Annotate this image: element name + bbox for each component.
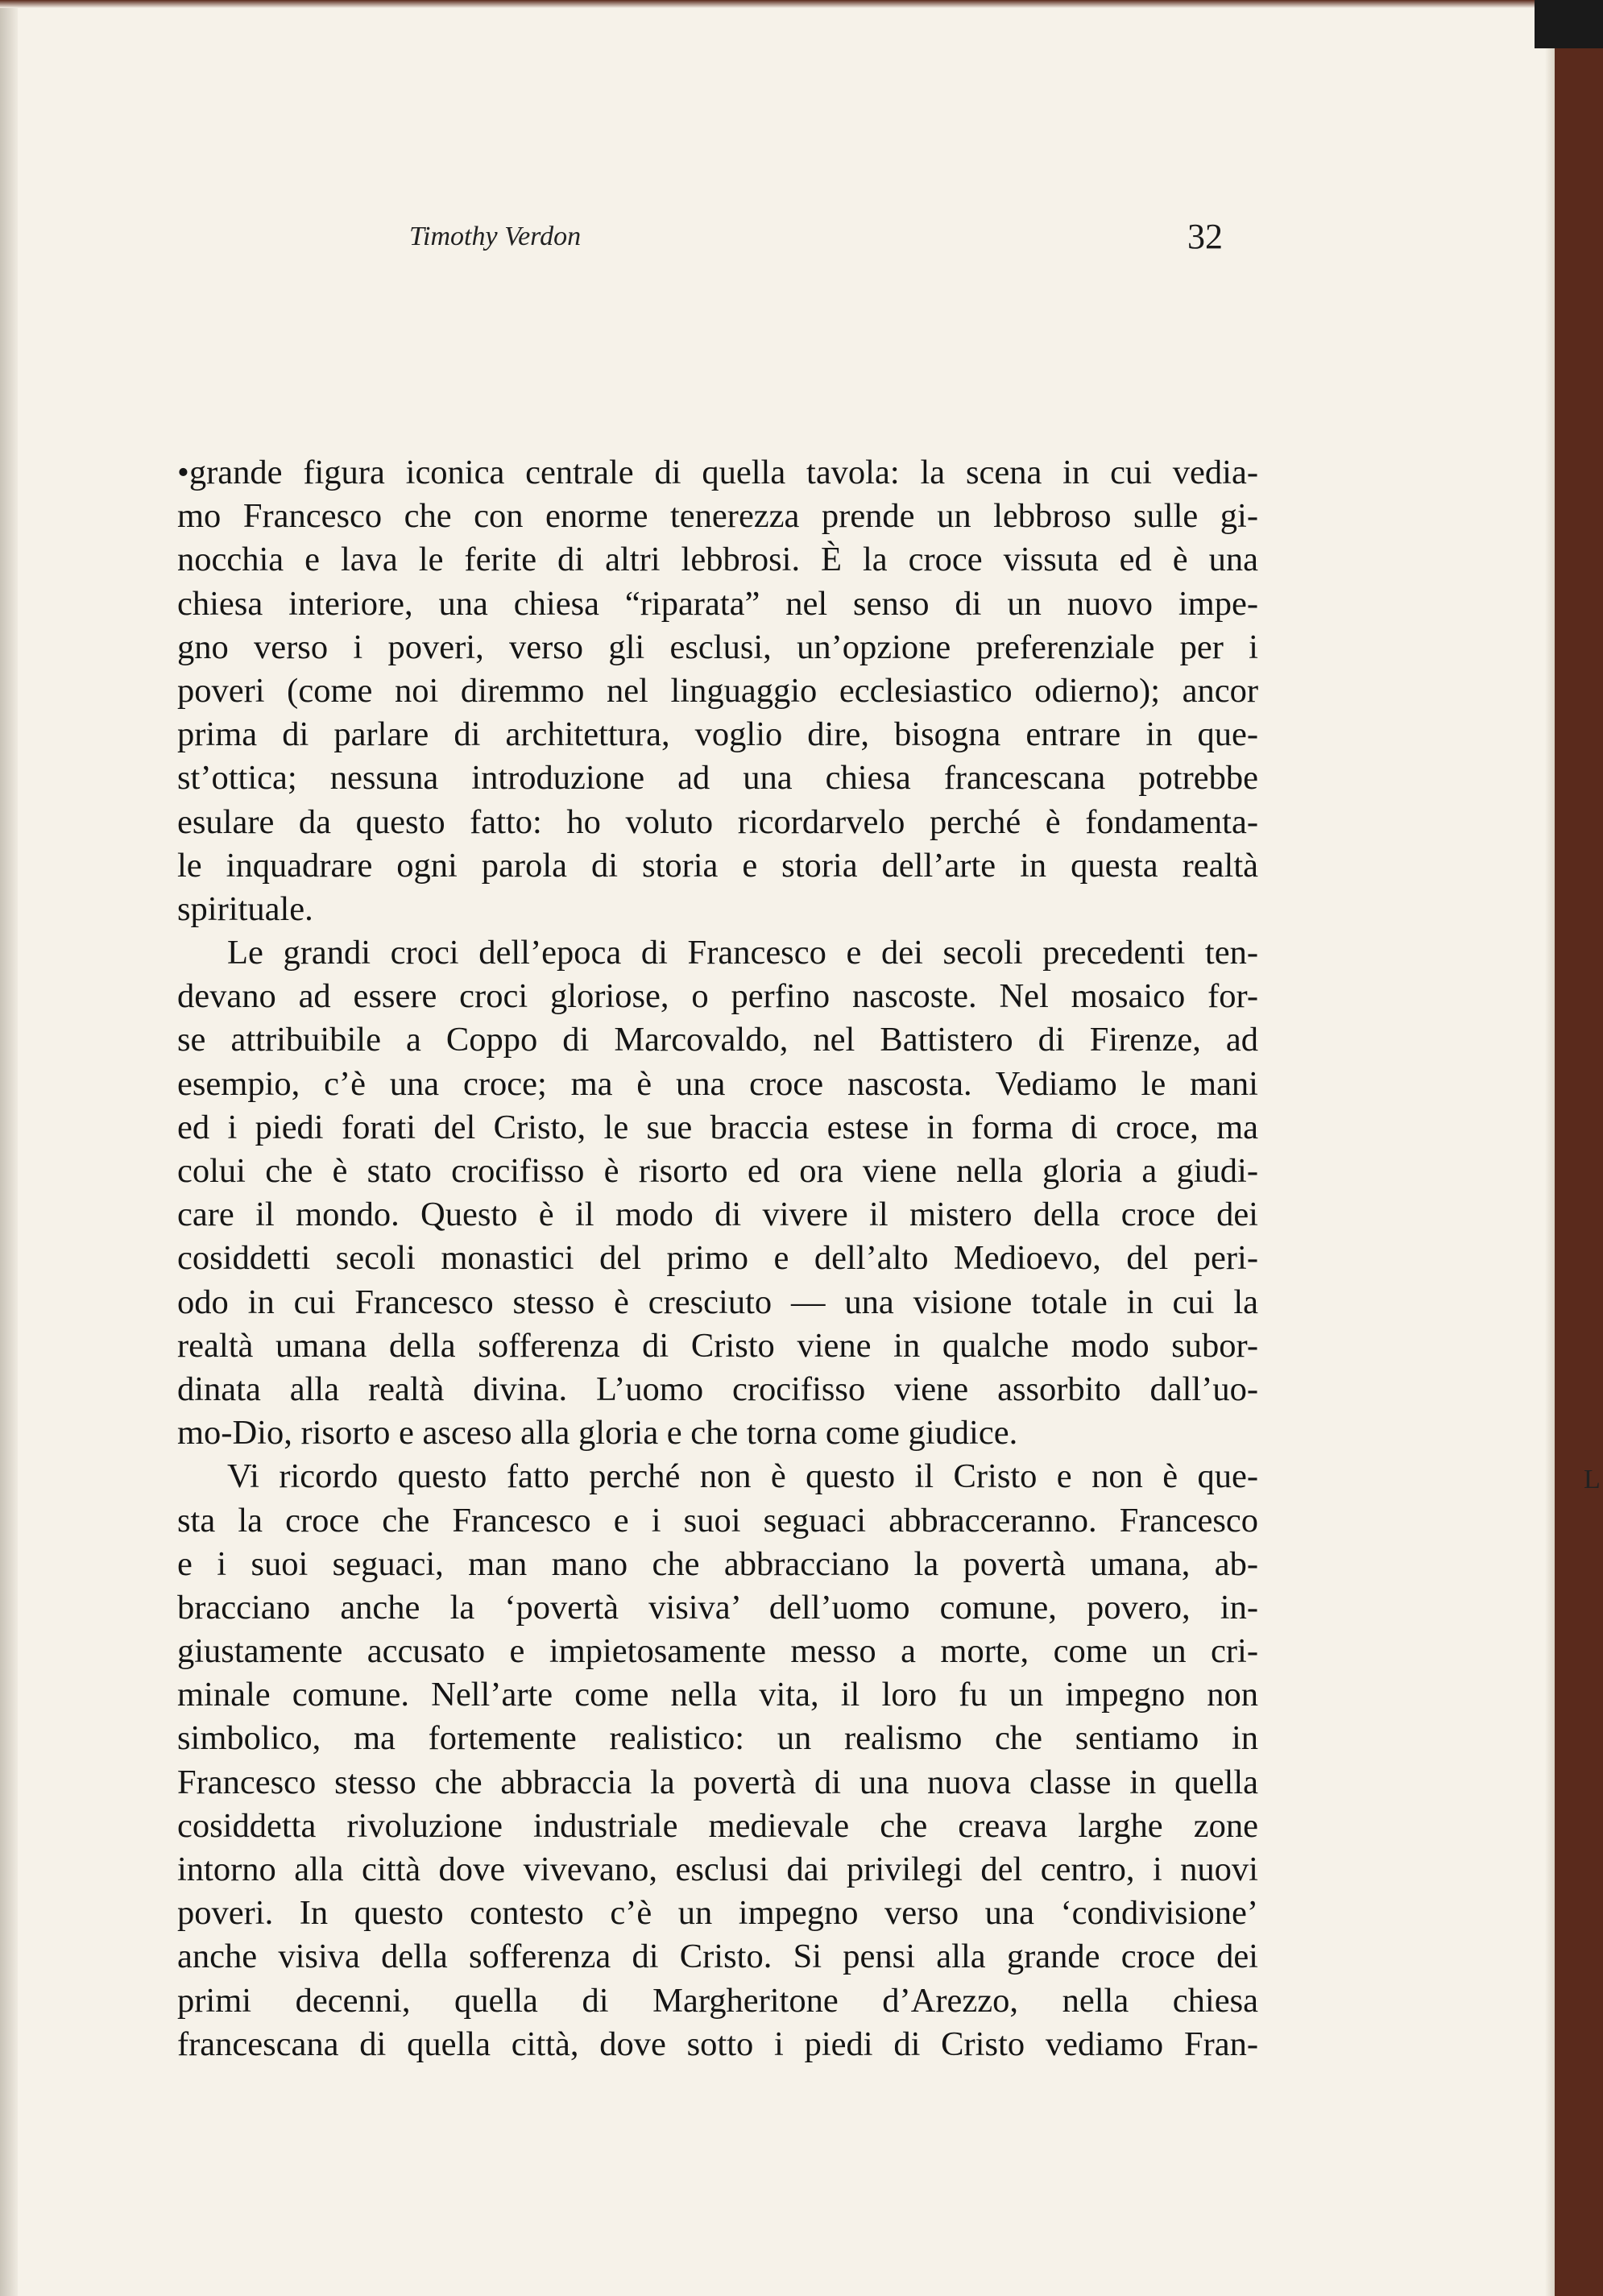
text-line: mo Francesco che con enorme tenerezza prende un lebbroso sulle gi- [177,497,1258,536]
text-line: primi decenni, quella di Margheritone d’Arezzo, nella chiesa [177,1981,1258,2020]
text-line: simbolico, ma fortemente realistico: un realismo che sentiamo in [177,1719,1258,1758]
text-line: dinata alla realtà divina. L’uomo crocifisso viene assorbito dall’uo- [177,1370,1258,1408]
page-corner-shadow [1535,0,1603,48]
running-header-author: Timothy Verdon [409,222,582,251]
text-line: sta la croce che Francesco e i suoi seguaci abbracceranno. Francesco [177,1501,1258,1540]
text-line: cosiddetti secoli monastici del primo e dell’alto Medioevo, del peri- [177,1239,1258,1278]
text-line: st’ottica; nessuna introduzione ad una chiesa francescana potrebbe [177,759,1258,798]
text-line: se attribuibile a Coppo di Marcovaldo, nel Battistero di Firenze, ad [177,1021,1258,1059]
text-line: esulare da questo fatto: ho voluto ricordarvelo perché è fondamenta- [177,802,1258,841]
text-line: poveri (come noi diremmo nel linguaggio ecclesiastico odierno); ancor [177,671,1258,710]
text-line: cosiddetta rivoluzione industriale medievale che creava larghe zone [177,1806,1258,1845]
text-line: minale comune. Nell’arte come nella vita, il loro fu un impegno non [177,1676,1258,1714]
page-right-edge [1545,0,1555,2296]
text-line: ed i piedi forati del Cristo, le sue braccia estese in forma di croce, ma [177,1108,1258,1146]
text-line: francescana di quella città, dove sotto i piedi di Cristo vediamo Fran- [177,2025,1258,2063]
text-line: spirituale. [177,889,313,928]
text-line: le inquadrare ogni parola di storia e storia dell’arte in questa realtà [177,846,1258,885]
text-line: Le grandi croci dell’epoca di Francesco e dei secoli precedenti ten- [227,934,1258,972]
text-line: Francesco stesso che abbraccia la povertà di una nuova classe in quella [177,1763,1258,1801]
text-line: realtà umana della sofferenza di Cristo viene in qualche modo subor- [177,1326,1258,1365]
text-line: devano ad essere croci gloriose, o perfino nascoste. Nel mosaico for- [177,977,1258,1016]
text-line: care il mondo. Questo è il modo di vivere il mistero della croce dei [177,1196,1258,1234]
page-gutter-edge [0,0,18,2296]
text-line: intorno alla città dove vivevano, esclusi dai privilegi del centro, i nuovi [177,1850,1258,1888]
text-line: nocchia e lava le ferite di altri lebbrosi. È la croce vissuta ed è una [177,541,1258,579]
body-text [177,451,1258,2066]
text-line: prima di parlare di architettura, voglio dire, bisogna entrare in que- [177,715,1258,754]
text-line: gno verso i poveri, verso gli esclusi, un’opzione preferenziale per i [177,628,1258,666]
text-line: chiesa interiore, una chiesa “riparata” nel senso di un nuovo impe- [177,584,1258,623]
text-line: anche visiva della sofferenza di Cristo. Si pensi alla grande croce dei [177,1938,1258,1976]
text-line: bracciano anche la ‘povertà visiva’ dell’uomo comune, povero, in- [177,1588,1258,1627]
text-line: esempio, c’è una croce; ma è una croce nascosta. Vediamo le mani [177,1064,1258,1103]
page-number: 32 [1187,217,1223,256]
next-page-margin-letter: L [1584,1465,1601,1494]
text-line: Vi ricordo questo fatto perché non è questo il Cristo e non è que- [227,1457,1258,1496]
text-line: •grande figura iconica centrale di quella tavola: la scena in cui vedia- [177,454,1258,491]
text-line: odo in cui Francesco stesso è cresciuto — una visione totale in cui la [177,1283,1258,1321]
text-line: giustamente accusato e impietosamente messo a morte, come un cri- [177,1632,1258,1671]
text-line: poveri. In questo contesto c’è un impegno verso una ‘condivisione’ [177,1894,1258,1933]
page-top-edge [0,0,1555,8]
text-line: mo-Dio, risorto e asceso alla gloria e che torna come giudice. [177,1414,1018,1453]
text-line: colui che è stato crocifisso è risorto ed ora viene nella gloria a giudi- [177,1152,1258,1190]
text-line: e i suoi seguaci, man mano che abbracciano la povertà umana, ab- [177,1544,1258,1583]
